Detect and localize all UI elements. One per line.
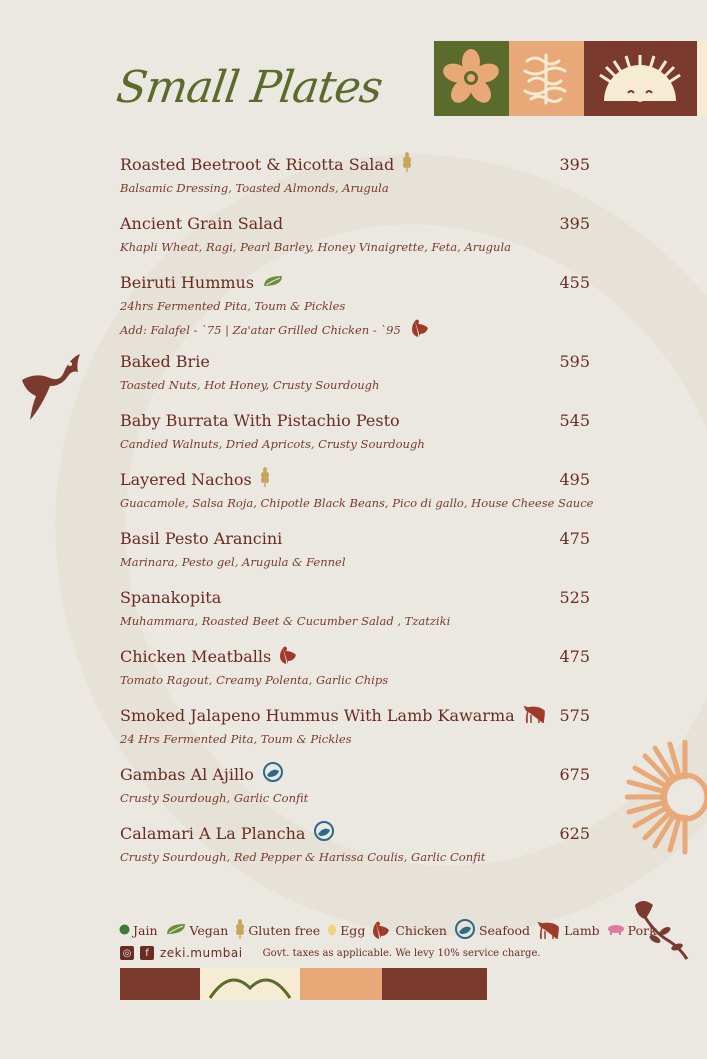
- footer-pattern-tiles: [120, 968, 487, 1000]
- menu-item-title: Beiruti Hummus: [120, 273, 255, 292]
- pork-icon: [607, 923, 625, 938]
- legend-label: Pork: [627, 923, 657, 938]
- menu-item-addons: [120, 317, 600, 342]
- coral-tile: [509, 41, 584, 116]
- sun-tile: [584, 41, 697, 116]
- gluten-free-icon: [235, 919, 245, 942]
- legend-label: Egg: [340, 923, 366, 938]
- brown-tile: [120, 968, 200, 1000]
- menu-item-name: [120, 409, 600, 433]
- coral-pattern-icon: [509, 41, 584, 116]
- sun-icon: [584, 41, 697, 116]
- menu-item-name: [120, 350, 600, 374]
- gluten-free-icon: [260, 467, 270, 494]
- social-handle: zeki.mumbai: [160, 946, 243, 960]
- legend-label: Vegan: [189, 923, 229, 938]
- menu-item-addons-text: Add: Falafel - `75 | Za'atar Grilled Chicken - `95: [120, 322, 401, 337]
- menu-item: [120, 212, 600, 256]
- tax-note: Govt. taxes as applicable. We levy 10% service charge.: [262, 947, 541, 959]
- menu-item-description: Marinara, Pesto gel, Arugula & Fennel: [120, 555, 346, 569]
- seafood-icon: [454, 918, 476, 943]
- gluten-free-icon: [402, 152, 412, 179]
- menu-item-name: [120, 586, 600, 610]
- vegan-icon: [262, 271, 284, 295]
- menu-item-price: 475: [559, 647, 590, 666]
- flower-tile: [434, 41, 509, 116]
- menu-item-title: Ancient Grain Salad: [120, 214, 284, 233]
- menu-item: [120, 645, 600, 689]
- legend-item: [454, 918, 530, 943]
- bird-decoration-icon: [14, 350, 84, 425]
- legend-item: [235, 919, 320, 942]
- menu-item-description: Balsamic Dressing, Toasted Almonds, Arugula: [120, 181, 389, 195]
- menu-item-description: Candied Walnuts, Dried Apricots, Crusty Sourdough: [120, 437, 425, 451]
- legend-item: [165, 922, 229, 939]
- dietary-legend: [119, 918, 660, 943]
- menu-item-title: Baby Burrata With Pistachio Pesto: [120, 411, 400, 430]
- menu-item-name: [120, 645, 600, 669]
- menu-item-title: Chicken Meatballs: [120, 647, 272, 666]
- menu-item: [120, 586, 600, 630]
- menu-item: [120, 704, 600, 748]
- menu-item-price: 545: [559, 411, 590, 430]
- menu-item-title: Basil Pesto Arancini: [120, 529, 283, 548]
- menu-item-description: Tomato Ragout, Creamy Polenta, Garlic Chips: [120, 673, 389, 687]
- legend-label: Gluten free: [248, 923, 321, 938]
- chicken-icon: [279, 644, 299, 671]
- menu-item-price: 575: [559, 706, 590, 725]
- menu-item-price: 525: [559, 588, 590, 607]
- facebook-icon[interactable]: f: [140, 946, 154, 960]
- menu-item-name: [120, 153, 600, 177]
- leaf-pattern-icon: [200, 968, 300, 1000]
- menu-item: [120, 763, 600, 807]
- menu-item: [120, 822, 600, 866]
- vegan-icon: [165, 922, 187, 939]
- header-pattern-tiles: [434, 41, 707, 116]
- menu-item-name: [120, 212, 600, 236]
- menu-item-name: [120, 468, 600, 492]
- menu-item-price: 395: [559, 214, 590, 233]
- jain-icon: [119, 923, 130, 938]
- menu-item-title: Spanakopita: [120, 588, 222, 607]
- menu-item-name: [120, 763, 600, 787]
- menu-item-description: 24 Hrs Fermented Pita, Toum & Pickles: [120, 732, 352, 746]
- legend-item: [537, 919, 600, 942]
- menu-item-price: 455: [559, 273, 590, 292]
- cream-leaf-tile: [200, 968, 300, 1000]
- cream-tile: [697, 41, 707, 116]
- legend-label: Lamb: [564, 923, 600, 938]
- legend-label: Chicken: [395, 923, 447, 938]
- sunburst-decoration-icon: [625, 740, 707, 855]
- menu-item-title: Gambas Al Ajillo: [120, 765, 254, 784]
- menu-item: [120, 409, 600, 453]
- legend-item: [372, 919, 447, 942]
- menu-item-price: 675: [559, 765, 590, 784]
- menu-item-price: 475: [559, 529, 590, 548]
- menu-item-title: Baked Brie: [120, 352, 210, 371]
- menu-item-title: Layered Nachos: [120, 470, 252, 489]
- menu-item-name: [120, 527, 600, 551]
- menu-item-description: Khapli Wheat, Ragi, Pearl Barley, Honey Vinaigrette, Feta, Arugula: [120, 240, 511, 254]
- legend-label: Seafood: [478, 923, 531, 938]
- menu-item: [120, 468, 600, 512]
- chicken-icon: [372, 919, 392, 942]
- menu-item-description: Crusty Sourdough, Garlic Confit: [120, 791, 309, 805]
- seafood-icon: [313, 820, 335, 849]
- menu-item-title: Calamari A La Plancha: [120, 824, 306, 843]
- menu-item-name: [120, 704, 600, 728]
- section-title: Small Plates: [113, 62, 386, 113]
- legend-label: Jain: [133, 923, 158, 938]
- menu-item-description: Toasted Nuts, Hot Honey, Crusty Sourdough: [120, 378, 380, 392]
- menu-item-title: Roasted Beetroot & Ricotta Salad: [120, 155, 395, 174]
- menu-item-description: Crusty Sourdough, Red Pepper & Harissa Coulis, Garlic Confit: [120, 850, 486, 864]
- menu-item-price: 625: [559, 824, 590, 843]
- menu-item-name: [120, 271, 600, 295]
- chicken-icon: [411, 317, 431, 342]
- legend-item: [327, 923, 365, 939]
- flower-icon: [434, 41, 509, 116]
- menu-item-price: 395: [559, 155, 590, 174]
- menu-item-price: 495: [559, 470, 590, 489]
- footer: [120, 946, 541, 960]
- menu-item: [120, 271, 600, 342]
- seafood-icon: [262, 761, 284, 790]
- legend-item: [607, 923, 657, 938]
- lamb-icon: [537, 919, 561, 942]
- instagram-icon[interactable]: ◎: [120, 946, 134, 960]
- menu-item-description: Muhammara, Roasted Beet & Cucumber Salad , Tzatziki: [120, 614, 451, 628]
- menu-item: [120, 527, 600, 571]
- menu-item: [120, 350, 600, 394]
- lamb-icon: [523, 703, 547, 730]
- legend-item: [119, 923, 158, 938]
- menu-item-price: 595: [559, 352, 590, 371]
- egg-icon: [327, 923, 337, 939]
- menu-item-title: Smoked Jalapeno Hummus With Lamb Kawarma: [120, 706, 515, 725]
- brown-sun-tile: [382, 968, 487, 1000]
- menu-item-description: 24hrs Fermented Pita, Toum & Pickles: [120, 299, 346, 313]
- peach-tile: [300, 968, 382, 1000]
- menu-item: [120, 153, 600, 197]
- menu-item-name: [120, 822, 600, 846]
- menu-item-description: Guacamole, Salsa Roja, Chipotle Black Beans, Pico di gallo, House Cheese Sauce: [120, 496, 594, 510]
